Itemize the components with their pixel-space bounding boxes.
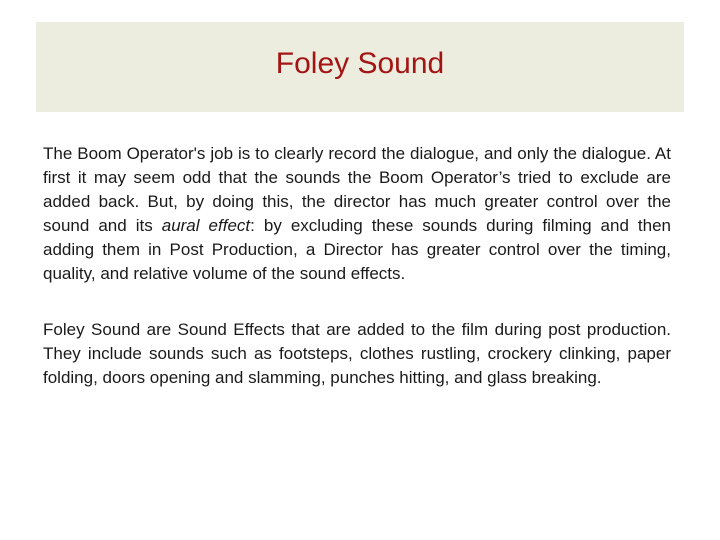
paragraph-foley-sound: Foley Sound are Sound Effects that are added to the film during post production. They include sounds such as footsteps, clothes rustling, crockery clinking, paper folding, doors opening and slamming, punches hitting, and glass breaking. [43, 320, 671, 387]
paragraph-text: The Boom Operator's job is to clearly record the dialogue, and only the dialogue. At first it may seem odd that the sounds the Boom Operator’s tried to exclude are added back. But, by doing this, the director has much greater control over the sound and its [43, 144, 671, 235]
paragraph-boom-operator [43, 142, 671, 286]
slide-body [43, 142, 671, 390]
paragraph-text: : by excluding these sounds during filming and then adding them in Post Production, a Director has greater control over the timing, quality, and relative volume of the sound effects. [43, 216, 671, 283]
slide-title: Foley Sound [275, 47, 445, 80]
emphasis-aural-effect: aural effect [161, 216, 251, 235]
title-banner [36, 22, 684, 112]
